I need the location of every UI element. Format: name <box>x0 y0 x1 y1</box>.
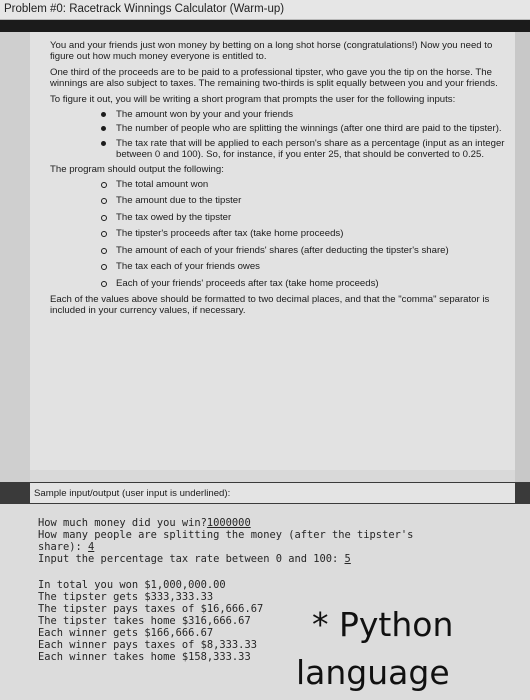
output-item: Each of your friends' proceeds after tax (take home proceeds) <box>50 278 510 289</box>
prompt-text: share): <box>38 541 89 553</box>
input-item: The number of people who are splitting the winnings (after one third are paid to the tipster). <box>50 123 510 134</box>
output-line: In total you won $1,000,000.00 <box>38 579 226 591</box>
prompt-text: Input the percentage tax rate between 0 and 100: <box>38 553 345 565</box>
format-note: Each of the values above should be formatted to two decimal places, and that the "comma" separator is included in your currency values, if necessary. <box>50 293 490 317</box>
output-line: The tipster takes home $316,666.67 <box>38 615 251 627</box>
intro-paragraph-1: You and your friends just won money by betting on a long shot horse (congratulations!) Now you need to figure out how much money everyone is entitled to. <box>50 40 493 63</box>
user-input: 4 <box>88 541 95 553</box>
sample-line-1 <box>38 517 251 529</box>
output-line: The tipster gets $333,333.33 <box>38 591 214 603</box>
outputs-heading: The program should output the following: <box>50 163 224 175</box>
output-line: Each winner takes home $158,333.33 <box>38 651 251 663</box>
output-item: The amount due to the tipster <box>50 195 510 206</box>
intro-paragraph-3: To figure it out, you will be writing a short program that prompts the user for the following inputs: <box>50 93 456 105</box>
outputs-list <box>50 179 510 289</box>
output-line: The tipster pays taxes of $16,666.67 <box>38 603 264 615</box>
output-item: The amount of each of your friends' shares (after deducting the tipster's share) <box>50 245 510 256</box>
right-margin <box>515 32 530 482</box>
window-title: Problem #0: Racetrack Winnings Calculator (Warm-up) <box>0 0 530 20</box>
output-item: The total amount won <box>50 179 510 190</box>
input-item: The tax rate that will be applied to each person's share as a percentage (input as an integer between 0 and 100). So, for instance, if you enter 25, that should be converted to 0.25. <box>50 138 510 161</box>
user-input: 5 <box>344 553 351 565</box>
output-item: The tax each of your friends owes <box>50 261 510 272</box>
input-item: The amount won by your and your friends <box>50 109 510 120</box>
left-margin <box>0 32 30 482</box>
output-line: Each winner pays taxes of $8,333.33 <box>38 639 257 651</box>
output-item: The tax owed by the tipster <box>50 212 510 223</box>
intro-paragraph-2: One third of the proceeds are to be paid to a professional tipster, who gave you the tip on the horse. The winnings are also subject to taxes. The remaining two-thirds is split equally between you and your friends. <box>50 66 498 90</box>
output-line: Each winner gets $166,666.67 <box>38 627 214 639</box>
user-input: 1000000 <box>206 517 251 529</box>
top-divider <box>0 20 530 32</box>
output-item: The tipster's proceeds after tax (take home proceeds) <box>50 228 510 239</box>
sample-label: Sample input/output (user input is underlined): <box>30 483 515 503</box>
sample-line-2: How many people are splitting the money (after the tipster's <box>38 529 414 541</box>
prompt-text: How much money did you win? <box>38 517 207 529</box>
sample-line-3 <box>38 541 94 553</box>
language-annotation: language <box>296 653 450 692</box>
python-annotation: * Python <box>312 605 454 644</box>
instructions-content <box>50 40 510 321</box>
sample-line-4 <box>38 553 351 565</box>
inputs-list <box>50 109 510 161</box>
